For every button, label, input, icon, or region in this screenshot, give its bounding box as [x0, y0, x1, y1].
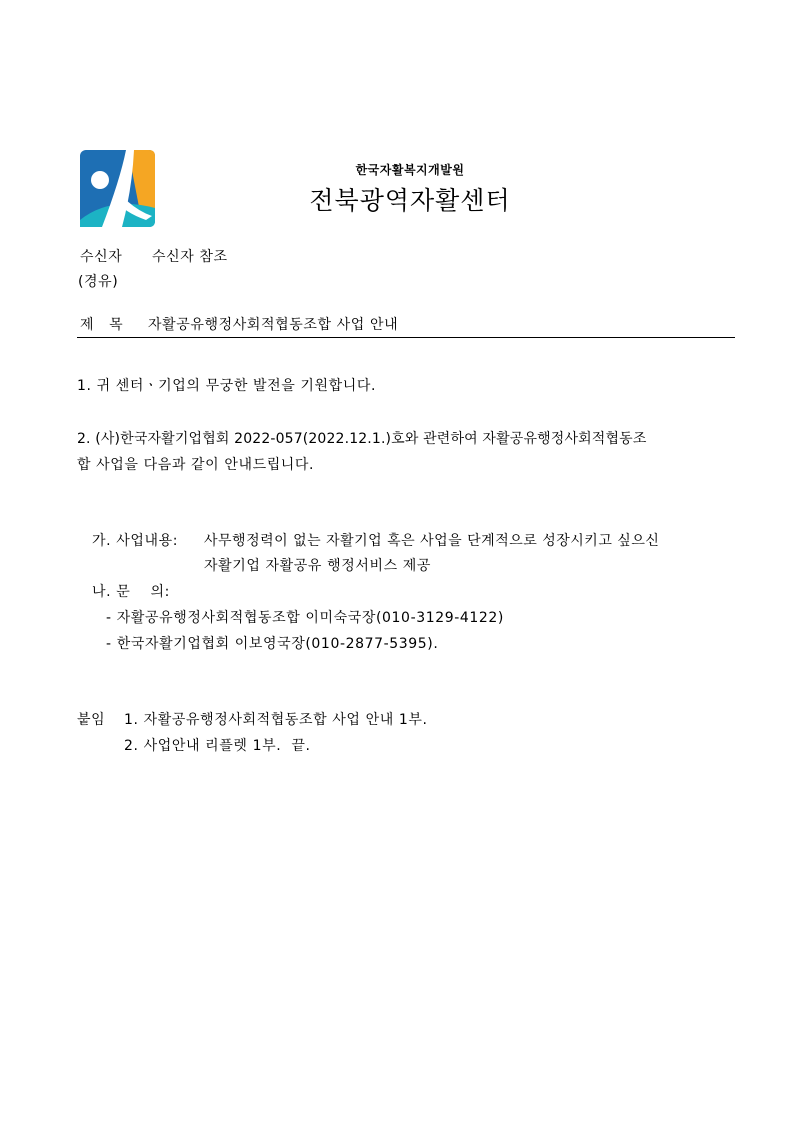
subject-label: 제 목 — [80, 317, 124, 333]
attachment-label: 붙임 — [77, 712, 106, 728]
item-ga-line-1: 사무행정력이 없는 자활기업 혹은 사업을 단계적으로 성장시키고 싶으신 — [204, 533, 660, 549]
paragraph-2-line-2: 합 사업을 다음과 같이 안내드립니다. — [77, 457, 315, 473]
item-ga-label: 가. 사업내용: — [92, 533, 179, 549]
attachment-item-1: 1. 자활공유행정사회적협동조합 사업 안내 1부. — [124, 712, 428, 728]
contact-1: - 자활공유행정사회적협동조합 이미숙국장(010-3129-4122) — [106, 610, 504, 626]
org-title: 전북광역자활센터 — [309, 186, 511, 215]
subject-divider — [77, 337, 735, 338]
logo-white-dot — [91, 171, 109, 189]
recipient-value: 수신자 참조 — [152, 249, 228, 265]
recipient-label: 수신자 — [80, 249, 123, 265]
item-na-label: 나. 문 의: — [92, 584, 170, 600]
contact-2: - 한국자활기업협회 이보영국장(010-2877-5395). — [106, 636, 439, 652]
via-label: (경유) — [78, 274, 119, 290]
item-ga-line-2: 자활기업 자활공유 행정서비스 제공 — [204, 558, 432, 574]
subject-value: 자활공유행정사회적협동조합 사업 안내 — [148, 317, 399, 333]
paragraph-1: 1. 귀 센터ㆍ기업의 무궁한 발전을 기원합니다. — [77, 378, 377, 394]
paragraph-2-line-1: 2. (사)한국자활기업협회 2022-057(2022.12.1.)호와 관련하여 자활공유행정사회적협동조 — [77, 431, 647, 447]
org-subtitle: 한국자활복지개발원 — [355, 163, 465, 177]
attachment-item-2: 2. 사업안내 리플렛 1부. 끝. — [124, 738, 311, 754]
org-logo — [80, 150, 155, 227]
